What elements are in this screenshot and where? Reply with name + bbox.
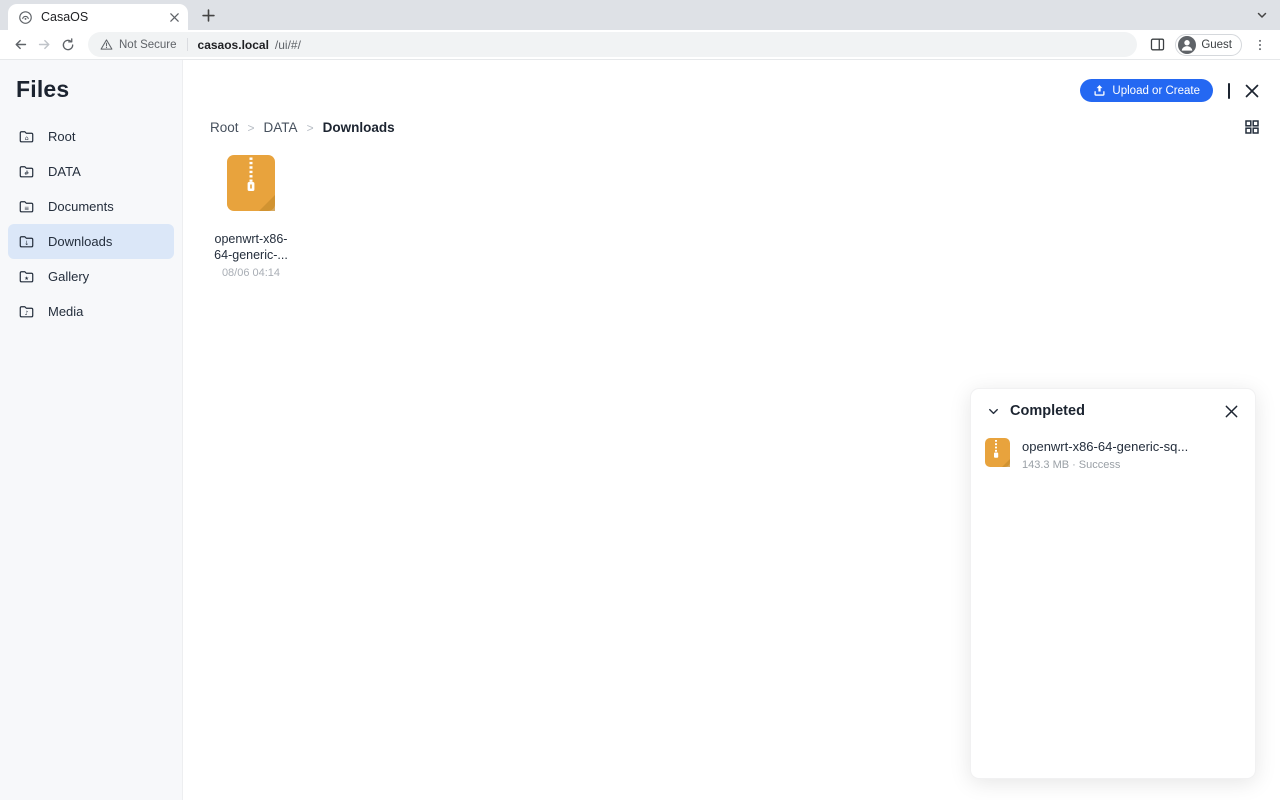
address-bar[interactable]: [88, 32, 1137, 57]
close-files-button[interactable]: [1243, 82, 1261, 100]
avatar: [1178, 36, 1196, 54]
sidebar-item-gallery[interactable]: [8, 259, 174, 294]
svg-text:★: ★: [24, 275, 30, 282]
upload-icon: [1093, 84, 1106, 97]
page-title: Files: [16, 76, 70, 102]
side-panel-icon[interactable]: [1145, 33, 1169, 57]
browser-tab[interactable]: [8, 4, 188, 30]
security-label: Not Secure: [119, 38, 177, 51]
sidebar-item-label: Root: [48, 129, 76, 144]
transfer-file-name: openwrt-x86-64-generic-sq...: [1022, 439, 1189, 454]
casaos-favicon-icon: [18, 10, 33, 25]
folder-download-icon: [18, 233, 35, 250]
sidebar-item-root[interactable]: [8, 119, 174, 154]
breadcrumb-separator: >: [247, 120, 255, 135]
sidebar-item-label: DATA: [48, 164, 81, 179]
reload-button[interactable]: [56, 33, 80, 57]
files-app-window: [0, 60, 1280, 800]
svg-text:#: #: [24, 169, 30, 177]
url-host: casaos.local: [197, 37, 269, 52]
new-tab-button[interactable]: [196, 3, 220, 27]
sidebar-item-label: Gallery: [48, 269, 90, 284]
breadcrumb-data[interactable]: DATA: [263, 120, 298, 135]
not-secure-warning-icon: [100, 38, 113, 51]
upload-or-create-button[interactable]: [1080, 79, 1213, 102]
sidebar-item-media[interactable]: [8, 294, 174, 329]
folder-hash-icon: [18, 163, 35, 180]
back-button[interactable]: [8, 33, 32, 57]
files-sidebar: [0, 60, 183, 800]
tab-title: CasaOS: [41, 10, 89, 24]
transfer-item[interactable]: [971, 438, 1255, 471]
forward-button[interactable]: [32, 33, 56, 57]
transfers-panel: [970, 388, 1256, 779]
file-item-zip[interactable]: [196, 155, 306, 279]
sidebar-item-label: Documents: [48, 199, 114, 214]
breadcrumb-downloads[interactable]: Downloads: [322, 120, 395, 135]
zip-file-icon: [227, 155, 275, 211]
widget-handle[interactable]: [1228, 83, 1230, 99]
browser-menu-icon[interactable]: [1248, 33, 1272, 57]
file-name: openwrt-x86- 64-generic-...: [214, 232, 288, 262]
sidebar-item-label: Media: [48, 304, 84, 319]
folder-star-icon: [18, 268, 35, 285]
svg-text:♪: ♪: [24, 309, 29, 317]
upload-button-label: Upload or Create: [1112, 84, 1200, 97]
folder-home-icon: [18, 128, 35, 145]
transfer-size: 143.3 MB: [1022, 459, 1070, 471]
folder-music-icon: [18, 303, 35, 320]
url-path: /ui/#/: [274, 37, 301, 52]
svg-text:⌂: ⌂: [24, 134, 29, 142]
tab-close-icon[interactable]: [169, 12, 180, 23]
folder-documents-icon: [18, 198, 35, 215]
transfers-title: Completed: [1010, 403, 1085, 419]
sidebar-item-downloads[interactable]: [8, 224, 174, 259]
profile-chip[interactable]: [1175, 34, 1242, 56]
chevron-down-icon[interactable]: [986, 404, 1001, 419]
transfer-text: [1022, 438, 1188, 471]
window-actions: [1080, 79, 1261, 102]
breadcrumb-separator: >: [306, 120, 314, 135]
meta-dot: ·: [1072, 459, 1076, 471]
browser-toolbar: [0, 30, 1280, 60]
zip-file-icon-small: [985, 438, 1010, 471]
sidebar-item-label: Downloads: [48, 234, 113, 249]
tab-search-chevron-icon[interactable]: [1254, 7, 1270, 23]
file-modified-date: 08/06 04:14: [221, 267, 281, 279]
transfers-header: [971, 389, 1255, 419]
svg-text:↓: ↓: [24, 239, 30, 247]
transfer-status: Success: [1078, 459, 1121, 471]
breadcrumb-root[interactable]: Root: [210, 120, 239, 135]
breadcrumb: [210, 120, 395, 135]
sidebar-item-documents[interactable]: [8, 189, 174, 224]
transfers-close-icon[interactable]: [1224, 404, 1239, 419]
url-divider: [187, 38, 188, 51]
browser-tab-strip: [0, 0, 1280, 30]
svg-text:≡: ≡: [24, 204, 30, 212]
sidebar-item-data[interactable]: [8, 154, 174, 189]
profile-name: Guest: [1201, 38, 1232, 51]
transfer-meta: [1022, 459, 1188, 471]
grid-view-icon[interactable]: [1243, 118, 1261, 136]
